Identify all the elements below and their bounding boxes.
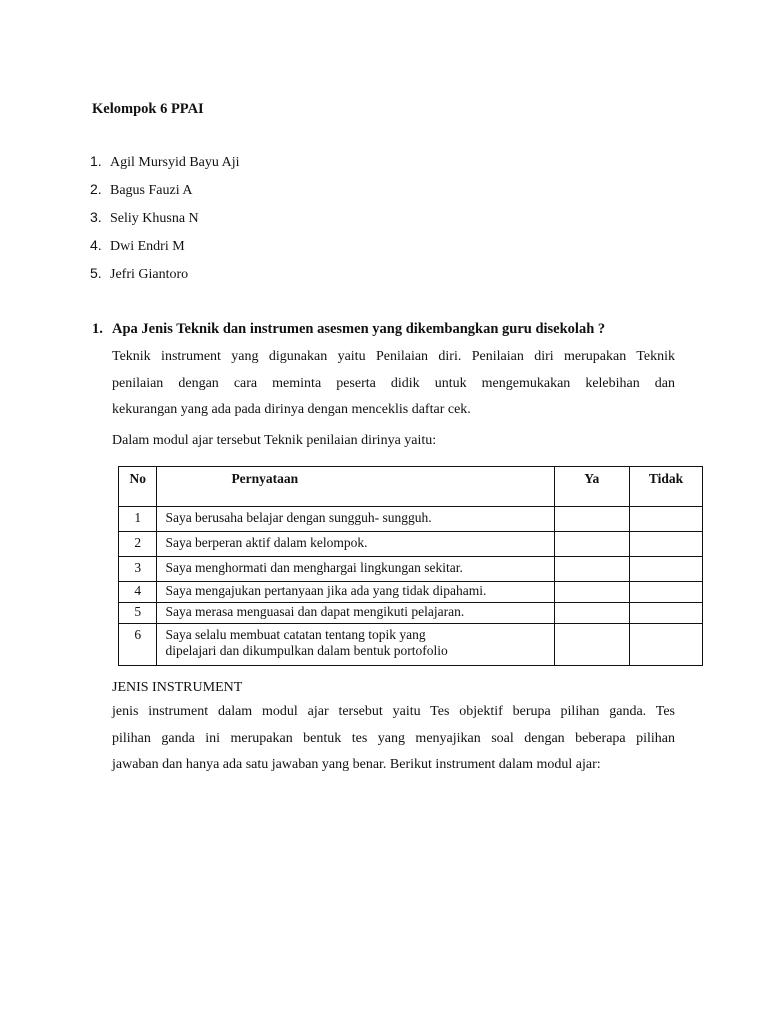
table-intro: Dalam modul ajar tersebut Teknik penilaian dirinya yaitu: (112, 433, 437, 448)
header-statement: Pernyataan (157, 467, 554, 507)
answer-line: kekurangan yang ada pada dirinya dengan menceklis daftar cek. (112, 402, 471, 417)
question-text: Apa Jenis Teknik dan instrumen asesmen yang dikembangkan guru disekolah ? (112, 321, 606, 337)
list-item (90, 207, 240, 235)
answer-paragraph (112, 344, 675, 424)
member-number: 5. (90, 265, 102, 281)
table-header-row (119, 467, 703, 507)
member-name: Dwi Endri M (110, 239, 185, 254)
member-number: 2. (90, 181, 102, 197)
row-statement-line: Saya selalu membuat catatan tentang topik yang (165, 627, 426, 642)
instrument-line: pilihan ganda ini merupakan bentuk tes yang menyajikan soal dengan beberapa pilihan (112, 730, 675, 746)
table-row (119, 557, 703, 582)
row-number: 3 (119, 557, 157, 582)
tidak-checkbox-cell (630, 557, 703, 582)
ya-checkbox-cell (554, 557, 629, 582)
answer-line: Teknik instrument yang digunakan yaitu Penilaian diri. Penilaian diri merupakan Teknik (112, 349, 675, 364)
row-statement: Saya berusaha belajar dengan sungguh- sungguh. (157, 507, 554, 532)
header-ya: Ya (554, 467, 629, 507)
document-title: Kelompok 6 PPAI (92, 101, 204, 117)
row-statement: Saya mengajukan pertanyaan jika ada yang tidak dipahami. (157, 582, 554, 603)
row-statement: Saya menghormati dan menghargai lingkungan sekitar. (157, 557, 554, 582)
row-statement: Saya berperan aktif dalam kelompok. (157, 532, 554, 557)
header-tidak: Tidak (630, 467, 703, 507)
member-number: 3. (90, 209, 102, 225)
ya-checkbox-cell (554, 507, 629, 532)
row-number: 4 (119, 582, 157, 603)
table-row (119, 624, 703, 666)
row-number: 2 (119, 532, 157, 557)
member-name: Seliy Khusna N (110, 211, 199, 226)
list-item (90, 235, 240, 263)
ya-checkbox-cell (554, 603, 629, 624)
question-number: 1. (92, 321, 103, 337)
tidak-checkbox-cell (630, 624, 703, 666)
tidak-checkbox-cell (630, 603, 703, 624)
row-number: 6 (119, 624, 157, 666)
table-row (119, 507, 703, 532)
row-number: 5 (119, 603, 157, 624)
row-statement: Saya merasa menguasai dan dapat mengikuti pelajaran. (157, 603, 554, 624)
question-heading (92, 321, 605, 338)
member-name: Agil Mursyid Bayu Aji (110, 155, 240, 170)
answer-line: penilaian dengan cara meminta peserta didik untuk mengemukakan kelebihan dan (112, 375, 675, 391)
member-name: Bagus Fauzi A (110, 183, 193, 198)
tidak-checkbox-cell (630, 582, 703, 603)
self-assessment-table (118, 466, 703, 666)
ya-checkbox-cell (554, 624, 629, 666)
tidak-checkbox-cell (630, 532, 703, 557)
row-statement (157, 624, 554, 666)
ya-checkbox-cell (554, 532, 629, 557)
list-item (90, 179, 240, 207)
header-no: No (119, 467, 157, 507)
table-row (119, 582, 703, 603)
member-number: 4. (90, 237, 102, 253)
list-item (90, 263, 240, 291)
ya-checkbox-cell (554, 582, 629, 603)
instrument-heading: JENIS INSTRUMENT (112, 680, 243, 695)
table-row (119, 532, 703, 557)
tidak-checkbox-cell (630, 507, 703, 532)
instrument-line: jenis instrument dalam modul ajar tersebut yaitu Tes objektif berupa pilihan ganda. Tes (112, 704, 675, 719)
row-statement-line: dipelajari dan dikumpulkan dalam bentuk portofolio (165, 643, 448, 658)
instrument-paragraph (112, 699, 675, 779)
member-list (90, 151, 240, 291)
row-number: 1 (119, 507, 157, 532)
member-name: Jefri Giantoro (110, 267, 189, 282)
member-number: 1. (90, 153, 102, 169)
list-item (90, 151, 240, 179)
table-row (119, 603, 703, 624)
instrument-line: jawaban dan hanya ada satu jawaban yang benar. Berikut instrument dalam modul ajar: (112, 757, 601, 772)
